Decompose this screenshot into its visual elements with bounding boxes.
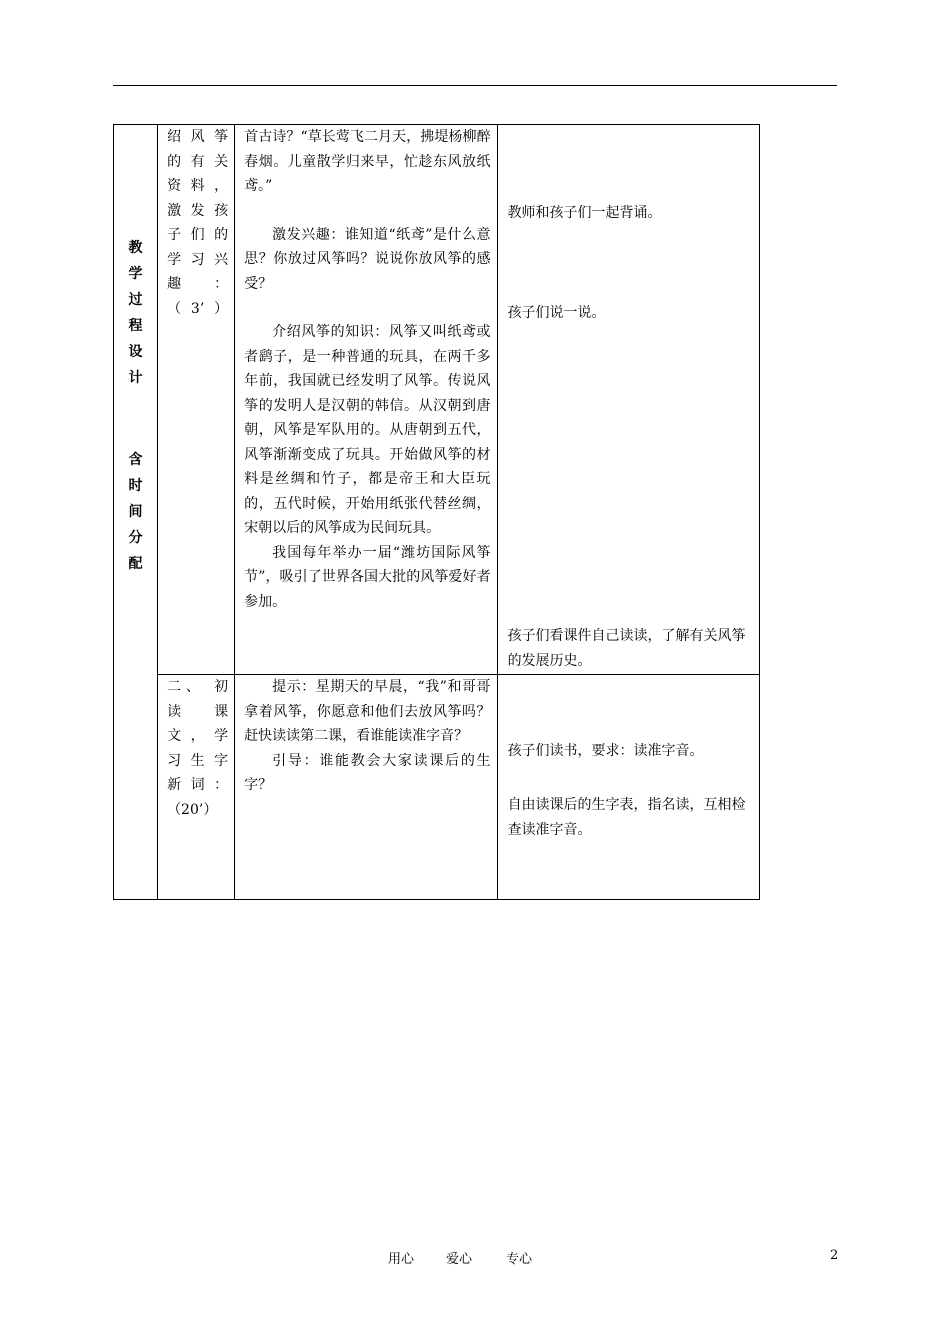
teacher-activity [235, 125, 496, 614]
student-paragraph: 孩子们看课件自己读读，了解有关风筝的发展历史。 [507, 628, 746, 669]
step-text: 绍风筝 的有关 资料， 激发孩 子们的 学习兴 趣 ： （3’） [167, 129, 229, 317]
student-paragraph: 自由读课后的生字表，指名读，互相检查读准字音。 [507, 797, 746, 838]
teacher-activity-cell [235, 675, 497, 900]
teacher-paragraph: 提示：星期天的早晨，“我”和哥哥拿着风筝，你愿意和他们去放风筝吗？赶快读读第二课，看谁能读准字音？ [244, 679, 491, 744]
student-paragraph: 教师和孩子们一起背诵。 [507, 205, 662, 221]
footer-motto-word: 爱心 [446, 1252, 473, 1267]
table-row [114, 675, 760, 900]
footer-motto-word: 专心 [506, 1252, 533, 1267]
step-cell [158, 125, 235, 675]
section-label-cell [114, 125, 158, 900]
student-paragraph: 孩子们说一说。 [507, 305, 606, 321]
table-row [114, 125, 760, 675]
teacher-activity-cell [235, 125, 497, 675]
teacher-paragraph: 激发兴趣：谁知道“纸鸢”是什么意思？你放过风筝吗？说说你放风筝的感受？ [244, 226, 491, 292]
lesson-plan-table [113, 124, 760, 900]
student-activity [498, 125, 759, 674]
footer-motto-word: 用心 [388, 1252, 415, 1267]
teacher-paragraph: 介绍风筝的知识：风筝又叫纸鸢或者鹞子，是一种普通的玩具，在两千多年前，我国就已经发明了风筝。传说风筝的发明人是汉朝的韩信。从汉朝到唐朝，风筝是军队用的。从唐朝到五代，风筝渐渐变成了玩具。开始做风筝的材料是丝绸和竹子，都是帝王和大臣玩的，五代时候，开始用纸张代替丝绸，宋朝以后的风筝成为民间玩具。 [244, 324, 491, 536]
teacher-activity [235, 675, 496, 798]
teacher-paragraph: 我国每年举办一届“潍坊国际风筝节”，吸引了世界各国大批的风筝爱好者参加。 [244, 544, 491, 610]
section-label: 教 学 过 程 设 计 含 时 间 分 配 [128, 240, 143, 572]
teacher-paragraph: 首古诗？“草长莺飞二月天，拂堤杨柳醉春烟。儿童散学归来早，忙趁东风放纸鸢。” [244, 129, 491, 194]
step-cell [158, 675, 235, 900]
header-rule [113, 85, 837, 86]
teacher-paragraph: 引导：谁能教会大家读课后的生字？ [244, 752, 491, 793]
student-paragraph: 孩子们读书，要求：读准字音。 [507, 743, 704, 759]
student-activity-cell [497, 125, 759, 675]
student-activity [498, 675, 759, 899]
student-activity-cell [497, 675, 759, 900]
page-number: 2 [830, 1248, 839, 1263]
step-text: 二、 初 读 课 文，学 习生字 新词： （20’） [167, 679, 229, 818]
